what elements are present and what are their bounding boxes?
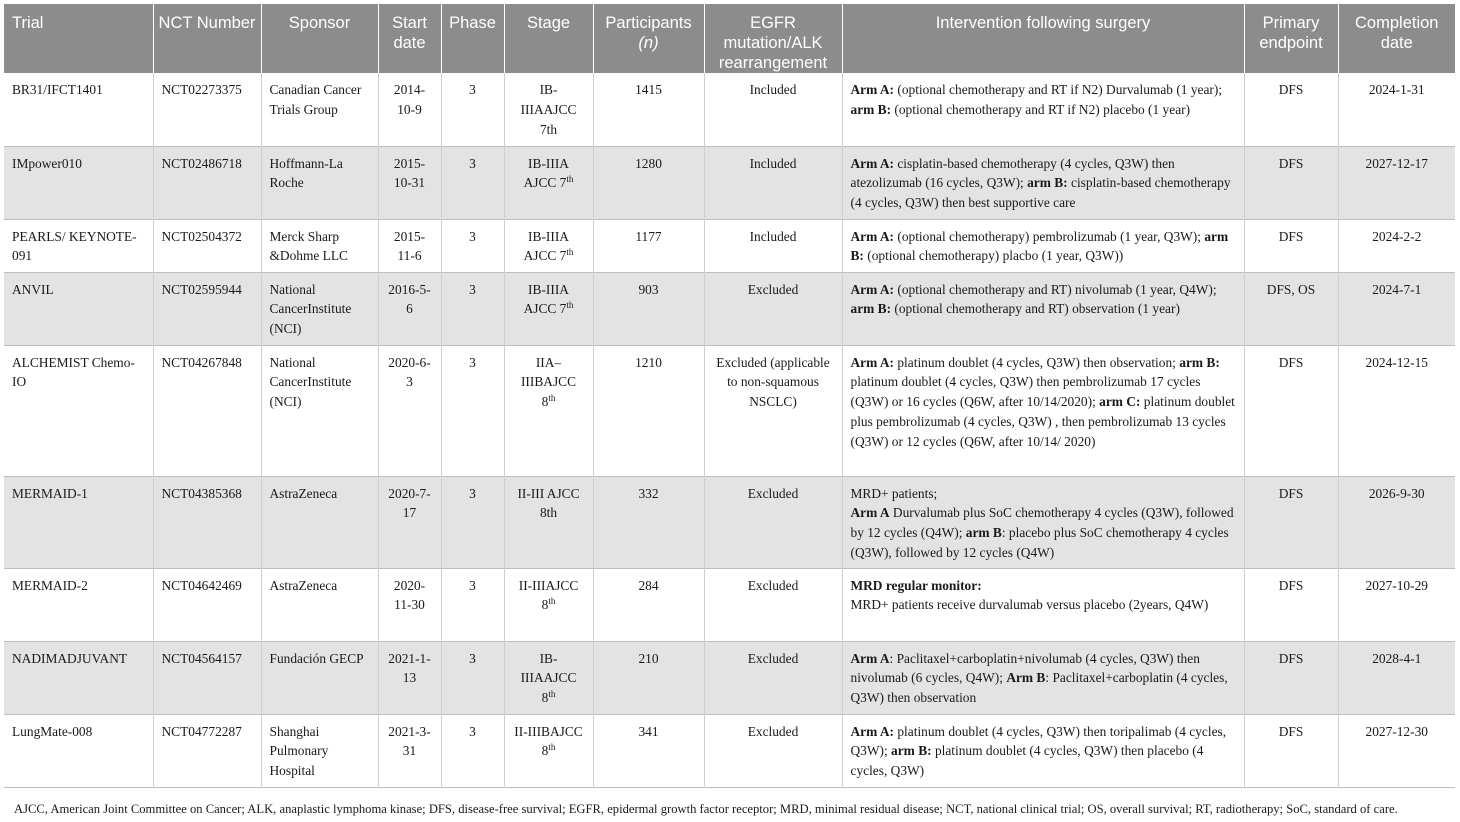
- cell-trial: LungMate-008: [4, 714, 153, 787]
- cell-start: 2015-11-6: [378, 219, 441, 272]
- stage-edition-superscript: th: [548, 689, 556, 700]
- cell-sponsor: National CancerInstitute (NCI): [261, 272, 378, 345]
- arm-description: (optional chemotherapy and RT) observation (1 year): [891, 301, 1180, 317]
- cell-trial: MERMAID-1: [4, 476, 153, 568]
- cell-trial: ANVIL: [4, 272, 153, 345]
- cell-endpoint: DFS: [1244, 345, 1338, 476]
- cell-egfr: Excluded: [704, 476, 842, 568]
- cell-participants: 1280: [593, 146, 704, 219]
- cell-phase: 3: [441, 345, 504, 476]
- header-sponsor: Sponsor: [261, 4, 378, 73]
- header-endpoint: Primary endpoint: [1244, 4, 1338, 73]
- arm-label: Arm B: [1006, 670, 1046, 686]
- cell-endpoint: DFS: [1244, 73, 1338, 146]
- cell-completion: 2024-12-15: [1338, 345, 1455, 476]
- cell-start: 2021-1-13: [378, 641, 441, 714]
- table-row: [4, 345, 1455, 476]
- adjuvant-immunotherapy-trials-table: [4, 4, 1455, 788]
- cell-completion: 2026-9-30: [1338, 476, 1455, 568]
- cell-egfr: Excluded (applicable to non-squamous NSCLC): [704, 345, 842, 476]
- table-row: [4, 714, 1455, 787]
- cell-nct: NCT04564157: [153, 641, 261, 714]
- table-row: [4, 641, 1455, 714]
- cell-intervention: [842, 146, 1244, 219]
- stage-edition-superscript: th: [548, 596, 556, 607]
- cell-sponsor: Shanghai Pulmonary Hospital: [261, 714, 378, 787]
- cell-completion: 2024-1-31: [1338, 73, 1455, 146]
- table-row: [4, 476, 1455, 568]
- cell-intervention: [842, 476, 1244, 568]
- cell-egfr: Excluded: [704, 272, 842, 345]
- cell-participants: 332: [593, 476, 704, 568]
- cell-stage: [504, 272, 593, 345]
- cell-start: 2020-11-30: [378, 568, 441, 641]
- cell-start: 2020-6-3: [378, 345, 441, 476]
- cell-intervention: [842, 219, 1244, 272]
- cell-stage: [504, 714, 593, 787]
- arm-label: arm B:: [850, 228, 1229, 264]
- intervention-heading: MRD regular monitor:: [850, 577, 982, 593]
- cell-phase: 3: [441, 476, 504, 568]
- cell-endpoint: DFS: [1244, 641, 1338, 714]
- header-row: [4, 4, 1455, 73]
- stage-text: IB-IIIA AJCC 7: [523, 281, 569, 317]
- cell-completion: 2024-2-2: [1338, 219, 1455, 272]
- arm-description: platinum doublet plus pembrolizumab (4 cycles, Q3W) , then pembrolizumab 13 cycles (Q3W) or 12 cycles (Q6W, after 10/14/ 2020): [850, 394, 1235, 449]
- arm-description: platinum doublet (4 cycles, Q3W) then pembrolizumab 17 cycles (Q3W) or 16 cycles (Q6W, after 10/14/2020);: [850, 374, 1201, 410]
- cell-participants: 903: [593, 272, 704, 345]
- cell-intervention: [842, 714, 1244, 787]
- cell-endpoint: DFS, OS: [1244, 272, 1338, 345]
- stage-edition-superscript: th: [566, 300, 574, 311]
- arm-label: Arm A:: [850, 228, 895, 244]
- trials-table-container: [4, 4, 1455, 788]
- arm-description: platinum doublet (4 cycles, Q3W) then placebo (4 cycles, Q3W): [850, 743, 1204, 779]
- cell-start: 2020-7-17: [378, 476, 441, 568]
- cell-completion: 2027-10-29: [1338, 568, 1455, 641]
- stage-text: IB-IIIA AJCC 7: [523, 228, 569, 264]
- intervention-text: MRD+ patients receive durvalumab versus placebo (2years, Q4W): [850, 597, 1209, 613]
- cell-endpoint: DFS: [1244, 568, 1338, 641]
- arm-description: (optional chemotherapy) placbo (1 year, Q3W)): [863, 248, 1124, 264]
- cell-phase: 3: [441, 714, 504, 787]
- arm-label: arm B:: [1179, 354, 1220, 370]
- cell-start: 2015-10-31: [378, 146, 441, 219]
- cell-phase: 3: [441, 272, 504, 345]
- arm-label: Arm A:: [850, 354, 895, 370]
- cell-sponsor: AstraZeneca: [261, 568, 378, 641]
- cell-nct: NCT02486718: [153, 146, 261, 219]
- cell-intervention: [842, 73, 1244, 146]
- cell-phase: 3: [441, 641, 504, 714]
- table-row: [4, 568, 1455, 641]
- cell-stage: [504, 641, 593, 714]
- cell-endpoint: DFS: [1244, 146, 1338, 219]
- header-trial: Trial: [4, 4, 153, 73]
- table-footnote: AJCC, American Joint Committee on Cancer; ALK, anaplastic lymphoma kinase; DFS, disease-free survival; EGFR, epidermal growth factor receptor; MRD, minimal residual disease; NCT, national clinical trial; OS, overall survival; RT, radiotherapy; SoC, standard of care.: [14, 802, 1398, 816]
- header-phase: Phase: [441, 4, 504, 73]
- stage-text: IIA–IIIBAJCC 8: [520, 354, 577, 410]
- cell-trial: MERMAID-2: [4, 568, 153, 641]
- cell-participants: 341: [593, 714, 704, 787]
- cell-phase: 3: [441, 73, 504, 146]
- cell-intervention: [842, 272, 1244, 345]
- header-start: Start date: [378, 4, 441, 73]
- cell-participants: 1415: [593, 73, 704, 146]
- stage-text: IB-IIIA AJCC 7: [523, 155, 569, 191]
- cell-nct: NCT04642469: [153, 568, 261, 641]
- arm-label: Arm A:: [850, 82, 895, 97]
- cell-nct: NCT04267848: [153, 345, 261, 476]
- stage-text: II-III AJCC 8th: [517, 485, 580, 521]
- arm-label: arm B: [965, 525, 1002, 541]
- header-participants: [593, 4, 704, 73]
- arm-description: platinum doublet (4 cycles, Q3W) then observation;: [894, 354, 1180, 370]
- cell-endpoint: DFS: [1244, 219, 1338, 272]
- cell-sponsor: Merck Sharp &Dohme LLC: [261, 219, 378, 272]
- cell-start: 2016-5-6: [378, 272, 441, 345]
- stage-text: II-IIIAJCC 8: [518, 577, 579, 613]
- cell-trial: NADIMADJUVANT: [4, 641, 153, 714]
- cell-phase: 3: [441, 568, 504, 641]
- header-completion: Completion date: [1338, 4, 1455, 73]
- arm-label: arm B:: [850, 101, 892, 117]
- arm-label: arm C:: [1099, 394, 1141, 410]
- cell-participants: 1177: [593, 219, 704, 272]
- arm-label: Arm A: [850, 505, 890, 521]
- arm-label: Arm A:: [850, 155, 895, 171]
- arm-description: : Paclitaxel+carboplatin+nivolumab (4 cycles, Q3W) then nivolumab (6 cycles, Q4W);: [850, 650, 1200, 686]
- cell-intervention: [842, 568, 1244, 641]
- cell-participants: 210: [593, 641, 704, 714]
- arm-description: : placebo plus SoC chemotherapy 4 cycles (Q3W), followed by 12 cycles (Q4W): [850, 525, 1229, 560]
- arm-description: (optional chemotherapy) pembrolizumab (1 year, Q3W);: [894, 228, 1205, 244]
- cell-sponsor: National CancerInstitute (NCI): [261, 345, 378, 476]
- arm-description: cisplatin-based chemotherapy (4 cycles, Q3W) then best supportive care: [850, 175, 1231, 211]
- arm-label: arm B:: [891, 743, 932, 759]
- header-participants-label: Participants: [605, 14, 692, 32]
- cell-nct: NCT02504372: [153, 219, 261, 272]
- cell-endpoint: DFS: [1244, 476, 1338, 568]
- cell-trial: BR31/IFCT1401: [4, 73, 153, 146]
- cell-trial: ALCHEMIST Chemo-IO: [4, 345, 153, 476]
- cell-start: 2014-10-9: [378, 73, 441, 146]
- cell-nct: NCT04385368: [153, 476, 261, 568]
- cell-stage: [504, 219, 593, 272]
- stage-text: IB-IIIAAJCC 8: [520, 650, 577, 706]
- cell-sponsor: Fundación GECP: [261, 641, 378, 714]
- stage-text: II-IIIBAJCC 8: [514, 723, 583, 759]
- cell-nct: NCT02273375: [153, 73, 261, 146]
- header-participants-n: (n): [638, 34, 659, 52]
- arm-description: platinum doublet (4 cycles, Q3W) then toripalimab (4 cycles, Q3W);: [850, 723, 1227, 759]
- cell-phase: 3: [441, 146, 504, 219]
- table-row: [4, 73, 1455, 146]
- cell-completion: 2024-7-1: [1338, 272, 1455, 345]
- header-egfr: EGFR mutation/ALK rearrangement: [704, 4, 842, 73]
- stage-edition-superscript: th: [566, 247, 574, 258]
- header-intervention: Intervention following surgery: [842, 4, 1244, 73]
- arm-description: : Paclitaxel+carboplatin (4 cycles, Q3W) then observation: [850, 670, 1228, 706]
- cell-intervention: [842, 345, 1244, 476]
- arm-description: (optional chemotherapy and RT if N2) placebo (1 year): [891, 101, 1191, 117]
- arm-label: arm B:: [850, 301, 892, 317]
- cell-completion: 2027-12-30: [1338, 714, 1455, 787]
- cell-egfr: Excluded: [704, 641, 842, 714]
- table-body: [4, 73, 1455, 787]
- arm-label: Arm A: [850, 650, 890, 666]
- cell-egfr: Excluded: [704, 568, 842, 641]
- cell-endpoint: DFS: [1244, 714, 1338, 787]
- arm-label: Arm A:: [850, 281, 895, 297]
- stage-edition-superscript: th: [548, 393, 556, 404]
- cell-nct: NCT02595944: [153, 272, 261, 345]
- stage-edition-superscript: th: [566, 174, 574, 185]
- header-nct: NCT Number: [153, 4, 261, 73]
- header-stage: Stage: [504, 4, 593, 73]
- cell-stage: [504, 146, 593, 219]
- table-row: [4, 272, 1455, 345]
- cell-stage: [504, 568, 593, 641]
- cell-stage: [504, 345, 593, 476]
- cell-stage: [504, 476, 593, 568]
- arm-label: arm B:: [1027, 175, 1068, 191]
- cell-intervention: [842, 641, 1244, 714]
- cell-egfr: Included: [704, 146, 842, 219]
- cell-completion: 2028-4-1: [1338, 641, 1455, 714]
- cell-participants: 284: [593, 568, 704, 641]
- cell-sponsor: Canadian Cancer Trials Group: [261, 73, 378, 146]
- cell-trial: PEARLS/ KEYNOTE-091: [4, 219, 153, 272]
- cell-start: 2021-3-31: [378, 714, 441, 787]
- cell-egfr: Excluded: [704, 714, 842, 787]
- intervention-preface: MRD+ patients;: [850, 485, 938, 501]
- cell-trial: IMpower010: [4, 146, 153, 219]
- stage-text: IB-IIIAAJCC 7th: [520, 82, 577, 137]
- cell-participants: 1210: [593, 345, 704, 476]
- arm-label: Arm A:: [850, 723, 895, 739]
- table-row: [4, 146, 1455, 219]
- arm-description: (optional chemotherapy and RT if N2) Durvalumab (1 year);: [894, 82, 1223, 97]
- arm-description: (optional chemotherapy and RT) nivolumab (1 year, Q4W);: [894, 281, 1217, 297]
- stage-edition-superscript: th: [548, 742, 556, 753]
- cell-nct: NCT04772287: [153, 714, 261, 787]
- cell-completion: 2027-12-17: [1338, 146, 1455, 219]
- cell-egfr: Included: [704, 73, 842, 146]
- arm-description: cisplatin-based chemotherapy (4 cycles, Q3W) then atezolizumab (16 cycles, Q3W);: [850, 155, 1175, 191]
- cell-sponsor: Hoffmann-La Roche: [261, 146, 378, 219]
- cell-sponsor: AstraZeneca: [261, 476, 378, 568]
- cell-stage: [504, 73, 593, 146]
- table-row: [4, 219, 1455, 272]
- cell-phase: 3: [441, 219, 504, 272]
- arm-description: Durvalumab plus SoC chemotherapy 4 cycles (Q3W), followed by 12 cycles (Q4W);: [850, 505, 1234, 541]
- cell-egfr: Included: [704, 219, 842, 272]
